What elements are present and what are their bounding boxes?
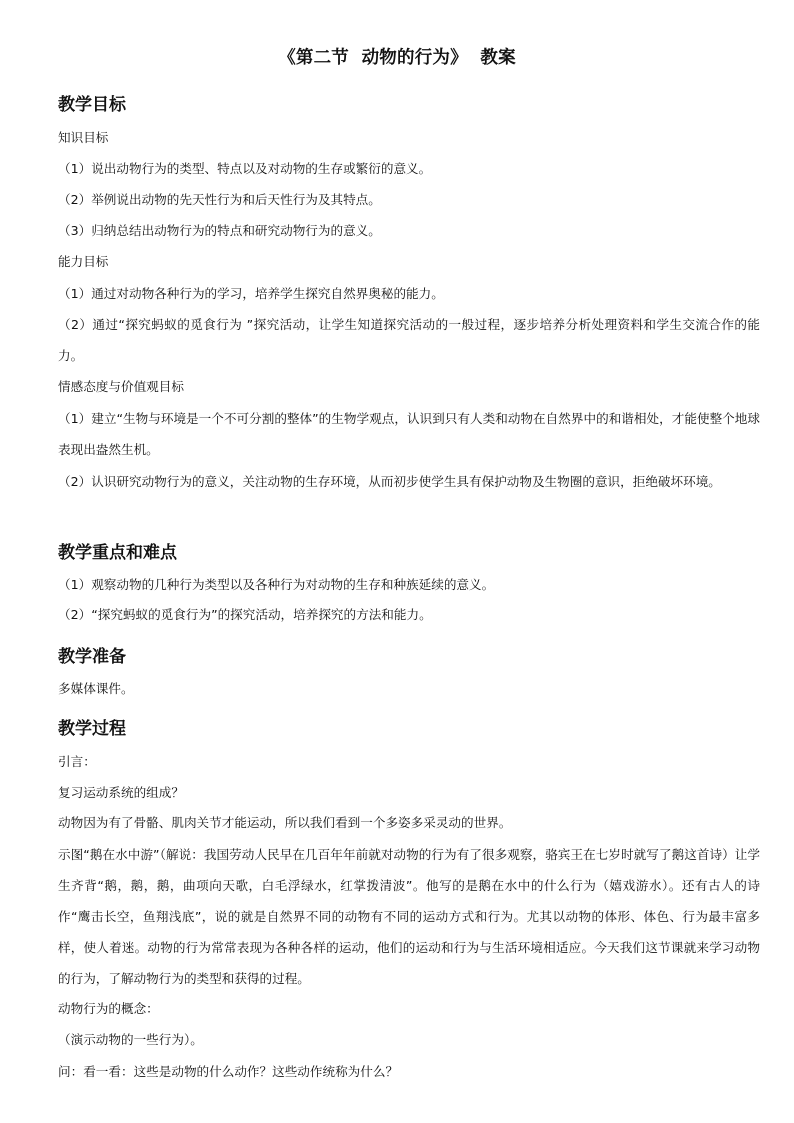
attitude-goal-item: （2）认识研究动物行为的意义，关注动物的生存环境，从而初步使学生具有保护动物及生物圈的意识，拒绝破坏环境。 xyxy=(58,474,721,489)
paragraph-text: 示图“鹅在水中游”（解说：我国劳动人民早在几百年年前就对动物的行为有了很多观察，骆宾王在七岁时就写了鹅这首诗）让学生齐背“鹅，鹅，鹅，曲项向天歌，白毛浮绿水，红掌拨清波”。他写的是鹅在水中的什么行为（嬉戏游水）。还有古人的诗作“鹰击长空，鱼翔浅底”，说的就是自然界不同的动物有不同的运动方式和行为。尤其以动物的体形、体色、行为最丰富多样，使人着迷。动物的行为常常表现为各种各样的运动，他们的运动和行为与生活环境相适应。今天我们这节课就来学习动物的行为，了解动物行为的类型和获得的过程。 xyxy=(58,847,760,986)
heading-teaching-process: 教学过程 xyxy=(58,719,126,739)
intro-label: 引言： xyxy=(58,754,96,769)
ability-goal-item: （2）通过“探究蚂蚁的觅食行为 ”探究活动，让学生知道探究活动的一般过程，逐步培养分析处理资料和学生交流合作的能力。 xyxy=(58,317,760,363)
demo-text: （演示动物的一些行为）。 xyxy=(58,1032,203,1047)
label-attitude-goals: 情感态度与价值观目标 xyxy=(58,379,184,394)
knowledge-goal-item: （1）说出动物行为的类型、特点以及对动物的生存或繁衍的意义。 xyxy=(58,161,432,176)
label-ability-goals: 能力目标 xyxy=(58,254,109,269)
heading-teaching-goals: 教学目标 xyxy=(58,95,126,115)
concept-label: 动物行为的概念： xyxy=(58,1001,159,1016)
key-point-item: （2）“探究蚂蚁的觅食行为”的探究活动，培养探究的方法和能力。 xyxy=(58,607,432,622)
label-knowledge-goals: 知识目标 xyxy=(58,130,109,145)
preparation-text: 多媒体课件。 xyxy=(58,681,134,696)
heading-preparation: 教学准备 xyxy=(58,647,126,667)
question-text: 问：看一看：这些是动物的什么动作？这些动作统称为什么？ xyxy=(58,1064,399,1079)
key-point-item: （1）观察动物的几种行为类型以及各种行为对动物的生存和种族延续的意义。 xyxy=(58,577,495,592)
document-title: 《第二节 动物的行为》 教案 xyxy=(278,48,516,68)
ability-goal-item: （1）通过对动物各种行为的学习，培养学生探究自然界奥秘的能力。 xyxy=(58,286,444,301)
knowledge-goal-item: （3）归纳总结出动物行为的特点和研究动物行为的意义。 xyxy=(58,223,381,238)
knowledge-goal-item: （2）举例说出动物的先天性行为和后天性行为及其特点。 xyxy=(58,192,381,207)
paragraph-text: 动物因为有了骨骼、肌肉关节才能运动，所以我们看到一个多姿多采灵动的世界。 xyxy=(58,815,512,830)
attitude-goal-item: （1）建立“生物与环境是一个不可分割的整体”的生物学观点，认识到只有人类和动物在自然界中的和谐相处，才能使整个地球表现出盎然生机。 xyxy=(58,411,760,457)
review-question: 复习运动系统的组成？ xyxy=(58,785,184,800)
heading-key-points: 教学重点和难点 xyxy=(58,543,177,563)
